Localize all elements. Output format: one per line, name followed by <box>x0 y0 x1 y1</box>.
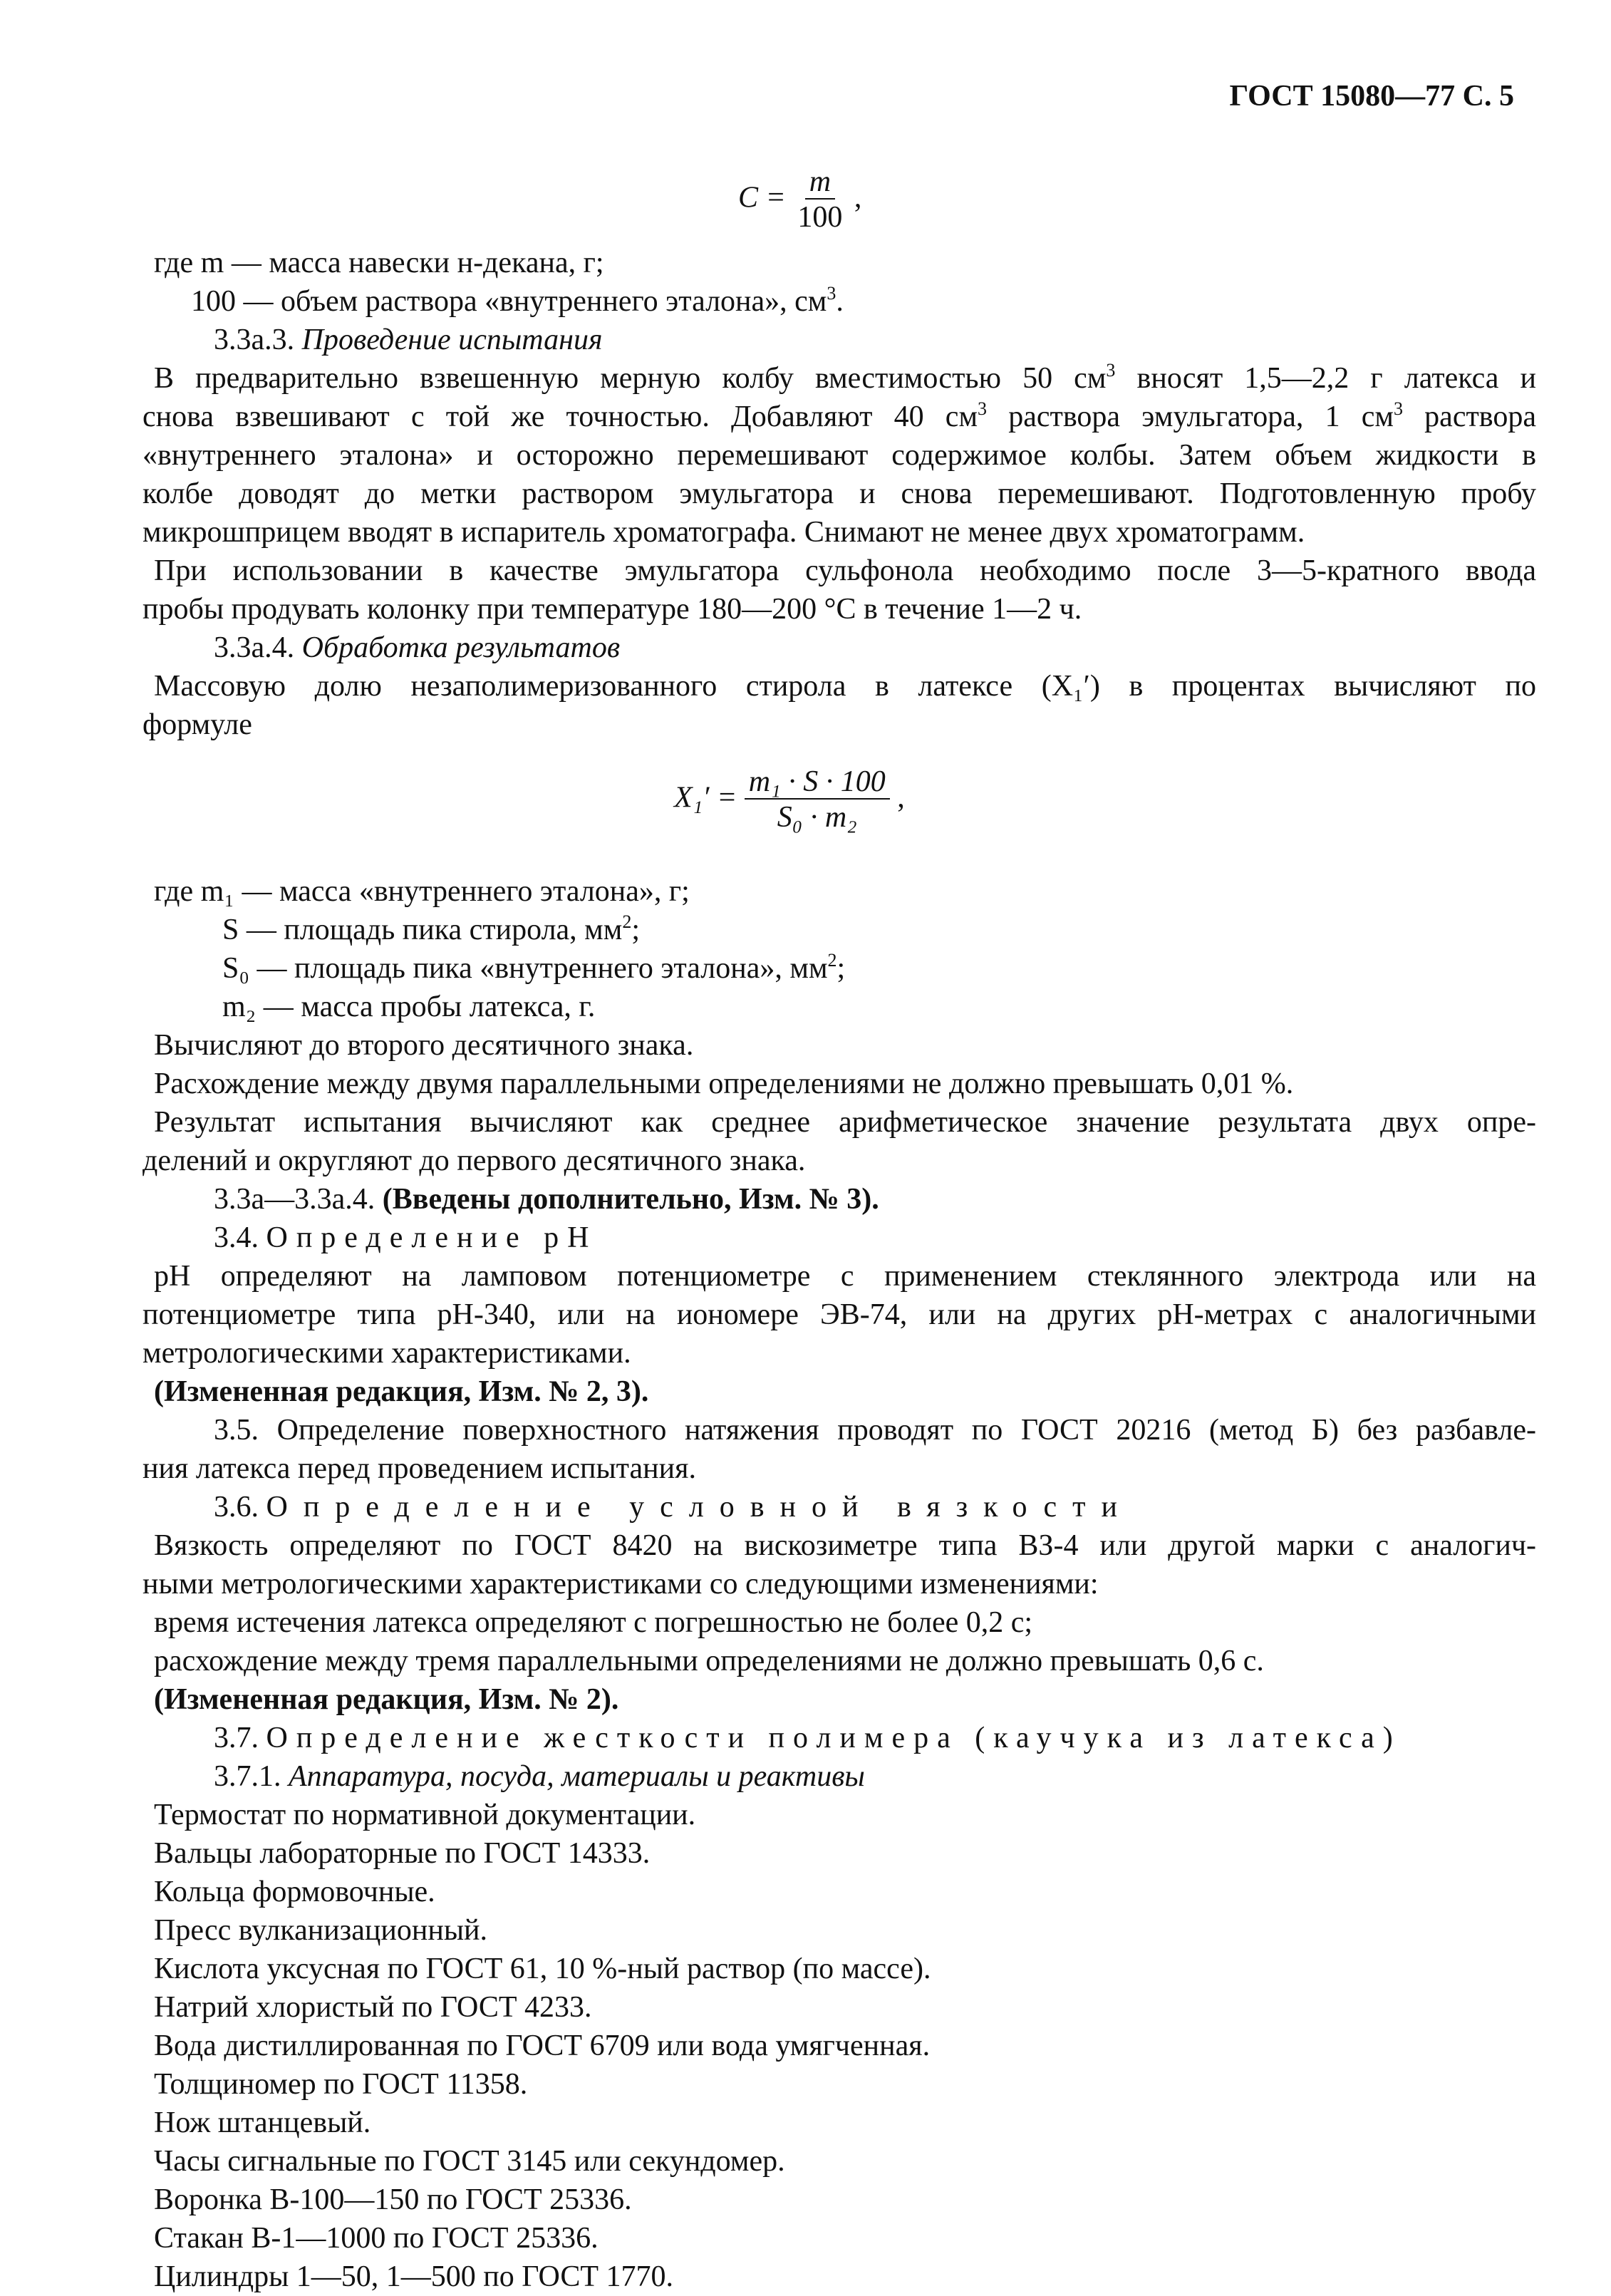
formula-concentration <box>154 165 1536 244</box>
paragraph-line: расхождение между тремя параллельными определениями не должно превышать 0,6 с. <box>154 1645 1264 1677</box>
section-heading <box>154 629 1536 667</box>
list-item: Натрий хлористый по ГОСТ 4233. <box>154 1991 592 2024</box>
list-item: Стакан В-1—1000 по ГОСТ 25336. <box>154 2222 599 2255</box>
list-item: Вода дистиллированная по ГОСТ 6709 или вода умягченная. <box>154 2029 931 2062</box>
paragraph-line: метрологическими характеристиками. <box>143 1337 631 1370</box>
text: вносят 1,5—2,2 г латекса и <box>1115 362 1536 395</box>
superscript: 3 <box>1106 360 1116 381</box>
definition-text: 100 — объем раствора «внутреннего эталона», см <box>191 285 827 318</box>
definition-line: m₂ — масса пробы латекса, г. <box>222 991 596 1023</box>
list-item: Пресс вулканизационный. <box>154 1914 488 1947</box>
section-heading <box>154 1488 1536 1526</box>
definition-end: ; <box>836 952 846 985</box>
text: снова взвешивают с той же точностью. Добавляют 40 см <box>143 400 978 433</box>
formula-mass-fraction <box>154 744 1536 872</box>
page-header: ГОСТ 15080—77 С. 5 <box>1229 80 1514 113</box>
where-line: где m — масса навески н-декана, г; <box>154 247 604 279</box>
section-heading <box>154 321 1536 359</box>
superscript: 3 <box>1394 398 1403 419</box>
document-body <box>143 165 1536 2296</box>
list-item: Кольца формовочные. <box>154 1876 435 1908</box>
amendment-note: (Измененная редакция, Изм. № 2). <box>154 1683 619 1716</box>
definition-line <box>154 911 1536 949</box>
superscript: 3 <box>827 283 836 304</box>
superscript: 2 <box>827 950 837 971</box>
formula-tail: , <box>854 181 862 214</box>
paragraph-line: пробы продувать колонку при температуре 180—200 °С в течение 1—2 ч. <box>143 593 1082 626</box>
list-item: Термостат по нормативной документации. <box>154 1799 696 1831</box>
section-heading <box>154 1719 1536 1757</box>
formula-numerator: m₁ · S · 100 <box>745 765 890 800</box>
amendment-note: (Измененная редакция, Изм. № 2, 3). <box>154 1375 649 1408</box>
formula-fraction <box>745 765 890 835</box>
paragraph-line: Расхождение между двумя параллельными определениями не должно превышать 0,01 %. <box>154 1067 1294 1100</box>
definition-end: ; <box>631 914 641 946</box>
list-item: Толщиномер по ГОСТ 11358. <box>154 2068 528 2101</box>
paragraph-line: «внутреннего эталона» и осторожно перемешивают содержимое колбы. Затем объем жидкости в <box>143 439 1536 472</box>
superscript: 3 <box>978 398 988 419</box>
paragraph-line: формуле <box>143 708 252 741</box>
definition-text: S — площадь пика стирола, мм <box>222 914 623 946</box>
list-item: Часы сигнальные по ГОСТ 3145 или секундомер. <box>154 2145 785 2178</box>
section-title: Определение условной вязкости <box>266 1491 1133 1524</box>
formula-tail: , <box>897 781 905 815</box>
text: раствора <box>1403 400 1536 433</box>
section-title: Обработка результатов <box>301 631 621 664</box>
paragraph-line <box>154 359 1536 398</box>
text: раствора эмульгатора, 1 см <box>987 400 1394 433</box>
formula-lhs: C = <box>738 181 786 214</box>
paragraph-line: 3.5. Определение поверхностного натяжения проводят по ГОСТ 20216 (метод Б) без разбавле- <box>214 1414 1536 1447</box>
definition-end: . <box>836 285 844 318</box>
list-item: Кислота уксусная по ГОСТ 61, 10 %-ный раствор (по массе). <box>154 1953 931 1985</box>
formula-numerator: m <box>805 165 835 200</box>
list-item: Нож штанцевый. <box>154 2106 371 2139</box>
definition-line <box>154 949 1536 988</box>
paragraph-line: колбе доводят до метки раствором эмульгатора и снова перемешивают. Подготовленную пробу <box>143 477 1536 510</box>
paragraph-line: При использовании в качестве эмульгатора сульфонола необходимо после 3—5-кратного ввода <box>154 554 1536 587</box>
paragraph-line: рН определяют на ламповом потенциометре с применением стеклянного электрода или на <box>154 1260 1536 1293</box>
paragraph-line <box>143 398 1536 436</box>
section-number: 3.7.1. <box>214 1760 289 1793</box>
text: В предварительно взвешенную мерную колбу вместимостью 50 см <box>154 362 1107 395</box>
paragraph-line: время истечения латекса определяют с погрешностью не более 0,2 с; <box>154 1606 1033 1639</box>
formula-denominator: 100 <box>797 201 843 234</box>
paragraph-line: Результат испытания вычисляют как среднее арифметическое значение результата двух опре- <box>154 1106 1536 1139</box>
equipment-list <box>154 1796 1536 2296</box>
paragraph-line: микрошприцем вводят в испаритель хроматографа. Снимают не менее двух хроматограмм. <box>143 516 1305 549</box>
section-heading <box>154 1757 1536 1796</box>
paragraph-line: делений и округляют до первого десятичного знака. <box>143 1144 806 1177</box>
section-number: 3.7. <box>214 1722 266 1754</box>
section-title: Определение рН <box>266 1221 598 1254</box>
formula-denominator: S₀ · m₂ <box>777 801 857 834</box>
list-item: Вальцы лабораторные по ГОСТ 14333. <box>154 1837 651 1870</box>
section-number: 3.3а.4. <box>214 631 302 664</box>
formula-lhs: X₁′ = <box>674 781 737 815</box>
section-number: 3.3а—3.3а.4. <box>214 1183 383 1216</box>
section-title: Определение жесткости полимера (каучука из латекса) <box>266 1722 1402 1754</box>
list-item: Воронка В-100—150 по ГОСТ 25336. <box>154 2183 632 2216</box>
superscript: 2 <box>622 911 632 932</box>
definition-text: S₀ — площадь пика «внутреннего эталона», мм <box>222 952 828 985</box>
section-number: 3.3а.3. <box>214 324 302 356</box>
formula-fraction <box>793 165 846 235</box>
section-number: 3.4. <box>214 1221 266 1254</box>
paragraph-line: Вычисляют до второго десятичного знака. <box>154 1029 694 1062</box>
paragraph-line: ния латекса перед проведением испытания. <box>143 1452 696 1485</box>
where-line: где m₁ — масса «внутреннего эталона», г; <box>154 875 690 908</box>
section-heading <box>154 1219 1536 1257</box>
amendment-note: (Введены дополнительно, Изм. № 3). <box>382 1183 879 1216</box>
definition-line <box>154 282 1536 321</box>
paragraph-line: ными метрологическими характеристиками со следующими изменениями: <box>143 1568 1099 1601</box>
section-number: 3.6. <box>214 1491 266 1524</box>
section-title: Аппаратура, посуда, материалы и реактивы <box>289 1760 865 1793</box>
paragraph-line: Вязкость определяют по ГОСТ 8420 на вискозиметре типа ВЗ-4 или другой марки с аналогич- <box>154 1529 1536 1562</box>
paragraph-line: потенциометре типа рН-340, или на иономере ЭВ-74, или на других рН-метрах с аналогичными <box>143 1298 1536 1331</box>
section-title: Проведение испытания <box>301 324 603 356</box>
list-item: Цилиндры 1—50, 1—500 по ГОСТ 1770. <box>154 2260 674 2293</box>
amendment-line <box>154 1180 1536 1219</box>
paragraph-line: Массовую долю незаполимеризованного стирола в латексе (X₁′) в процентах вычисляют по <box>154 670 1536 703</box>
